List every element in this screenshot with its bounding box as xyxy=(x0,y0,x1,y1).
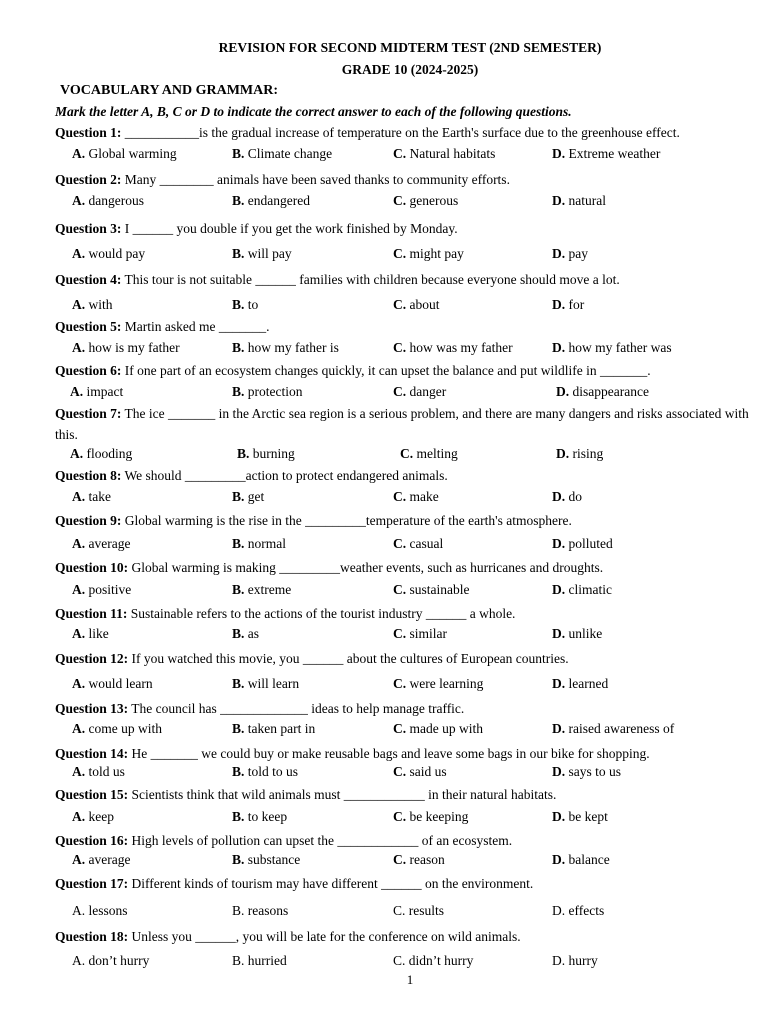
options-q9 xyxy=(0,536,768,556)
option-c[interactable]: C. casual xyxy=(393,536,444,551)
option-c[interactable]: C. made up with xyxy=(393,721,483,736)
option-d[interactable]: D. pay xyxy=(552,246,588,261)
option-b[interactable]: B. Climate change xyxy=(232,146,333,161)
option-b[interactable]: B. how my father is xyxy=(232,340,339,355)
question-text: Many ________ animals have been saved thanks to community efforts. xyxy=(121,172,510,187)
option-b[interactable]: B. will pay xyxy=(232,246,292,261)
question-text: High levels of pollution can upset the ____________ of an ecosystem. xyxy=(128,833,513,848)
question-7 xyxy=(55,403,755,445)
question-label: Question 11: xyxy=(55,606,128,621)
options-q4 xyxy=(0,297,768,317)
option-c[interactable]: C. generous xyxy=(393,193,459,208)
question-label: Question 7: xyxy=(55,406,122,421)
question-label: Question 4: xyxy=(55,272,122,287)
option-c[interactable]: C. make xyxy=(393,489,439,504)
option-d[interactable]: D. learned xyxy=(552,676,609,691)
option-a[interactable]: A. flooding xyxy=(70,446,133,461)
option-d[interactable]: D. unlike xyxy=(552,626,603,641)
options-q11 xyxy=(0,626,768,646)
option-c[interactable]: C. be keeping xyxy=(393,809,469,824)
options-q1 xyxy=(0,146,768,166)
option-b[interactable]: B. get xyxy=(232,489,265,504)
option-a[interactable]: A. told us xyxy=(72,764,125,779)
options-q17 xyxy=(0,903,768,923)
option-a[interactable]: A. lessons xyxy=(72,903,128,918)
question-label: Question 5: xyxy=(55,319,122,334)
option-a[interactable]: A. take xyxy=(72,489,111,504)
option-d[interactable]: D. says to us xyxy=(552,764,622,779)
option-c[interactable]: C. results xyxy=(393,903,445,918)
options-q16 xyxy=(0,852,768,872)
question-17 xyxy=(55,873,755,894)
option-c[interactable]: C. Natural habitats xyxy=(393,146,496,161)
question-label: Question 2: xyxy=(55,172,122,187)
option-b[interactable]: B. hurried xyxy=(232,953,287,968)
question-text: He _______ we could buy or make reusable bags and leave some bags in our bike for shopping. xyxy=(128,746,650,761)
option-c[interactable]: C. danger xyxy=(393,384,447,399)
options-q12 xyxy=(0,676,768,696)
question-label: Question 17: xyxy=(55,876,129,891)
question-text: ___________is the gradual increase of temperature on the Earth's surface due to the greenhouse effect. xyxy=(121,125,680,140)
question-11 xyxy=(55,603,755,624)
option-c[interactable]: C. might pay xyxy=(393,246,464,261)
question-text: If one part of an ecosystem changes quickly, it can upset the balance and put wildlife in _______. xyxy=(121,363,651,378)
option-d[interactable]: D. hurry xyxy=(552,953,598,968)
option-a[interactable]: A. impact xyxy=(70,384,124,399)
option-d[interactable]: D. natural xyxy=(552,193,606,208)
option-b[interactable]: B. will learn xyxy=(232,676,300,691)
question-text: This tour is not suitable ______ families with children because everyone should move a lot. xyxy=(121,272,620,287)
question-8 xyxy=(55,465,755,486)
question-label: Question 9: xyxy=(55,513,122,528)
option-c[interactable]: C. said us xyxy=(393,764,447,779)
option-b[interactable]: B. as xyxy=(232,626,260,641)
question-15 xyxy=(55,784,755,805)
question-text: Martin asked me _______. xyxy=(121,319,270,334)
question-12 xyxy=(55,648,755,669)
question-4 xyxy=(55,269,755,290)
option-c[interactable]: C. reason xyxy=(393,852,445,867)
options-q2 xyxy=(0,193,768,213)
question-label: Question 6: xyxy=(55,363,122,378)
question-5 xyxy=(55,316,755,337)
question-text: Global warming is the rise in the _________temperature of the earth's atmosphere. xyxy=(121,513,572,528)
option-b[interactable]: B. to xyxy=(232,297,259,312)
option-b[interactable]: B. endangered xyxy=(232,193,310,208)
question-18 xyxy=(55,926,755,947)
option-a[interactable]: A. keep xyxy=(72,809,114,824)
option-d[interactable]: D. do xyxy=(552,489,582,504)
question-text: The ice _______ in the Arctic sea region is a serious problem, and there are many dangers and risks associated with this. xyxy=(55,406,749,442)
options-q15 xyxy=(0,809,768,829)
question-label: Question 16: xyxy=(55,833,129,848)
section-heading: VOCABULARY AND GRAMMAR: xyxy=(60,83,279,98)
question-16 xyxy=(55,830,755,851)
question-6 xyxy=(55,360,755,381)
question-label: Question 8: xyxy=(55,468,122,483)
options-q8 xyxy=(0,489,768,509)
option-c[interactable]: C. about xyxy=(393,297,440,312)
option-d[interactable]: D. balance xyxy=(552,852,610,867)
options-q10 xyxy=(0,582,768,602)
option-a[interactable]: A. average xyxy=(72,536,131,551)
option-d[interactable]: D. Extreme weather xyxy=(552,146,661,161)
option-a[interactable]: A. come up with xyxy=(72,721,162,736)
question-label: Question 1: xyxy=(55,125,122,140)
question-10 xyxy=(55,557,755,578)
option-b[interactable]: B. extreme xyxy=(232,582,292,597)
question-text: Unless you ______, you will be late for the conference on wild animals. xyxy=(128,929,521,944)
options-q6 xyxy=(0,384,768,404)
document-title: REVISION FOR SECOND MIDTERM TEST (2ND SEMESTER) xyxy=(218,40,602,55)
question-9 xyxy=(55,510,755,531)
page-number: 1 xyxy=(406,972,414,987)
option-a[interactable]: A. would pay xyxy=(72,246,146,261)
option-c[interactable]: C. were learning xyxy=(393,676,484,691)
option-a[interactable]: A. dangerous xyxy=(72,193,144,208)
options-q5 xyxy=(0,340,768,360)
question-text: I ______ you double if you get the work finished by Monday. xyxy=(121,221,458,236)
question-text: If you watched this movie, you ______ about the cultures of European countries. xyxy=(128,651,569,666)
option-c[interactable]: C. similar xyxy=(393,626,447,641)
question-label: Question 14: xyxy=(55,746,129,761)
option-d[interactable]: D. for xyxy=(552,297,585,312)
option-a[interactable]: A. would learn xyxy=(72,676,153,691)
option-b[interactable]: B. told to us xyxy=(232,764,299,779)
option-d[interactable]: D. effects xyxy=(552,903,605,918)
option-c[interactable]: C. how was my father xyxy=(393,340,513,355)
option-a[interactable]: A. with xyxy=(72,297,113,312)
question-14 xyxy=(55,743,755,764)
question-label: Question 18: xyxy=(55,929,129,944)
option-b[interactable]: B. protection xyxy=(232,384,303,399)
option-d[interactable]: D. raised awareness of xyxy=(552,721,675,736)
question-text: We should _________action to protect endangered animals. xyxy=(121,468,448,483)
option-b[interactable]: B. reasons xyxy=(232,903,289,918)
question-label: Question 12: xyxy=(55,651,129,666)
option-a[interactable]: A. don’t hurry xyxy=(72,953,150,968)
option-a[interactable]: A. positive xyxy=(72,582,132,597)
options-q18 xyxy=(0,953,768,973)
option-d[interactable]: D. how my father was xyxy=(552,340,672,355)
question-text: Scientists think that wild animals must ____________ in their natural habitats. xyxy=(128,787,557,802)
option-a[interactable]: A. Global warming xyxy=(72,146,177,161)
question-label: Question 3: xyxy=(55,221,122,236)
option-c[interactable]: C. melting xyxy=(400,446,458,461)
option-a[interactable]: A. how is my father xyxy=(72,340,180,355)
option-d[interactable]: D. disappearance xyxy=(556,384,649,399)
question-text: The council has _____________ ideas to help manage traffic. xyxy=(128,701,465,716)
question-2 xyxy=(55,169,755,190)
options-q7 xyxy=(0,446,768,466)
options-q3 xyxy=(0,246,768,266)
option-b[interactable]: B. to keep xyxy=(232,809,288,824)
option-b[interactable]: B. normal xyxy=(232,536,287,551)
question-3 xyxy=(55,218,755,239)
option-d[interactable]: D. be kept xyxy=(552,809,608,824)
option-d[interactable]: D. rising xyxy=(556,446,604,461)
question-13 xyxy=(55,698,755,719)
option-a[interactable]: A. like xyxy=(72,626,109,641)
option-b[interactable]: B. taken part in xyxy=(232,721,316,736)
question-label: Question 15: xyxy=(55,787,129,802)
option-b[interactable]: B. substance xyxy=(232,852,301,867)
document-subtitle: GRADE 10 (2024-2025) xyxy=(341,62,479,77)
instructions: Mark the letter A, B, C or D to indicate the correct answer to each of the following questions. xyxy=(55,104,572,119)
option-c[interactable]: C. sustainable xyxy=(393,582,470,597)
question-text: Different kinds of tourism may have different ______ on the environment. xyxy=(128,876,534,891)
question-label: Question 10: xyxy=(55,560,129,575)
options-q13 xyxy=(0,721,768,741)
option-a[interactable]: A. average xyxy=(72,852,131,867)
option-c[interactable]: C. didn’t hurry xyxy=(393,953,474,968)
question-label: Question 13: xyxy=(55,701,129,716)
question-text: Sustainable refers to the actions of the tourist industry ______ a whole. xyxy=(127,606,516,621)
option-d[interactable]: D. polluted xyxy=(552,536,613,551)
question-text: Global warming is making _________weather events, such as hurricanes and droughts. xyxy=(128,560,604,575)
question-1 xyxy=(55,122,755,143)
options-q14 xyxy=(0,764,768,784)
option-b[interactable]: B. burning xyxy=(237,446,295,461)
option-d[interactable]: D. climatic xyxy=(552,582,612,597)
